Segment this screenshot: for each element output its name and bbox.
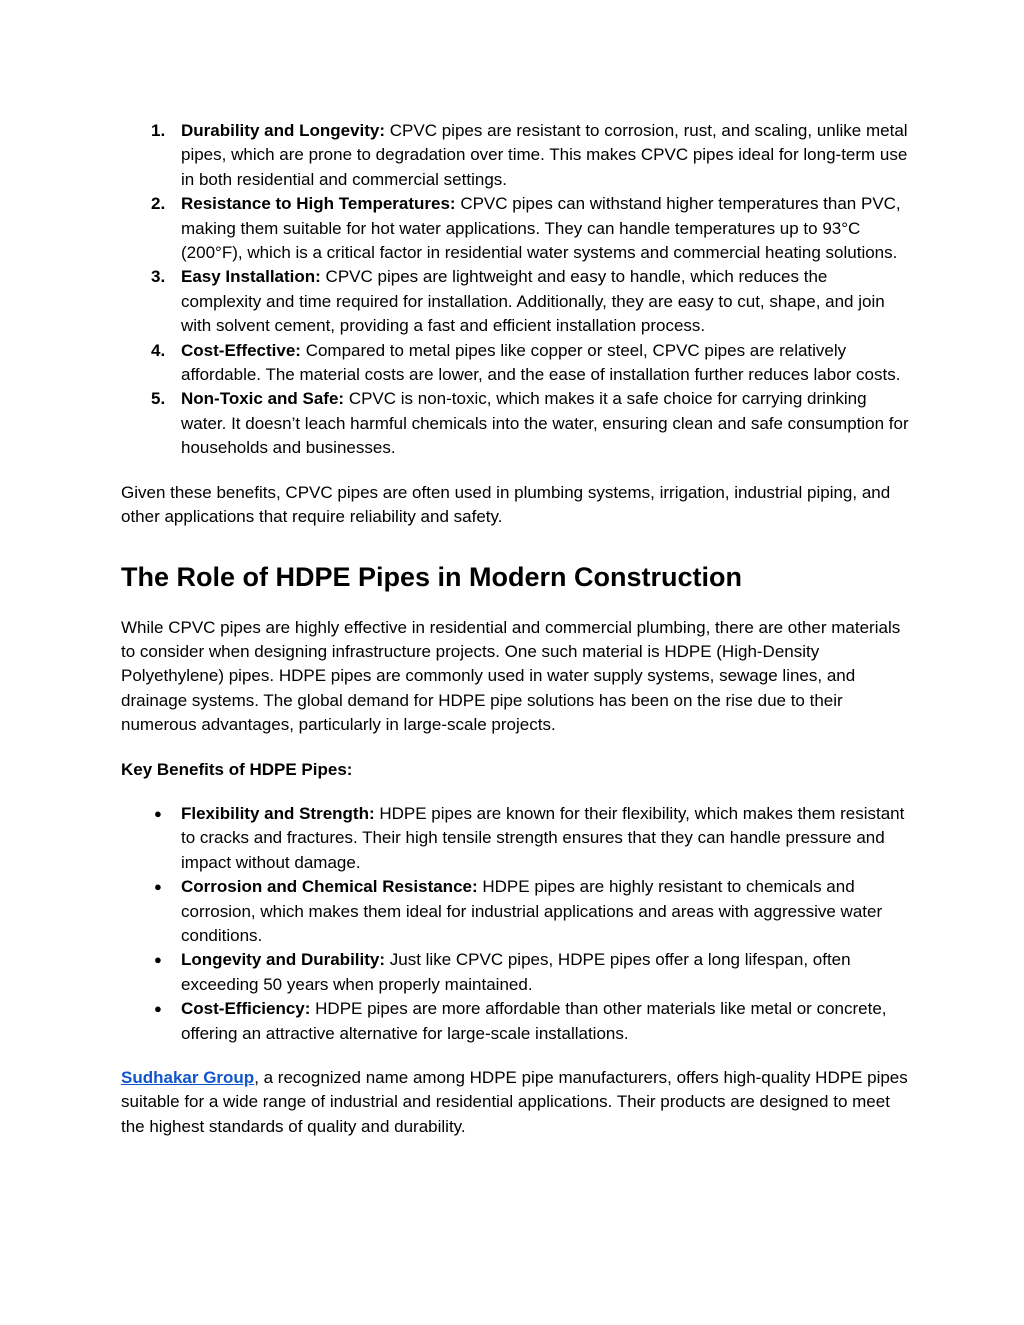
hdpe-benefits-subheading: Key Benefits of HDPE Pipes: [121, 759, 353, 779]
list-number: 1. [151, 121, 166, 140]
list-item-title: Durability and Longevity: [181, 121, 386, 140]
list-item-text: HDPE pipes are known for their flexibility, which makes them resistant to cracks and fractures. Their high tensile strength ensures that they can handle pressure and impact without damage. [181, 803, 905, 872]
bullet-icon: ● [154, 879, 162, 895]
bullet-icon: ● [154, 805, 162, 821]
list-item-title: Resistance to High Temperatures: [181, 194, 456, 214]
list-number: 2. [151, 194, 166, 214]
bullet-icon: ● [154, 1001, 162, 1017]
list-number: 3. [151, 267, 166, 287]
cpvc-summary-paragraph: Given these benefits, CPVC pipes are often used in plumbing systems, irrigation, industrial piping, and other applications that require reliability and safety. [121, 482, 891, 527]
list-item-text: HDPE pipes are more affordable than other materials like metal or concrete, offering an attractive alternative for large-scale installations. [181, 999, 887, 1043]
list-item [121, 119, 911, 192]
list-number: 5. [151, 389, 166, 409]
cpvc-benefits-list [121, 119, 911, 461]
list-item [121, 339, 911, 388]
list-item-text: CPVC pipes are resistant to corrosion, rust, and scaling, unlike metal pipes, which are prone to degradation over time. This makes CPVC pipes ideal for long-term use in both residential and commercial settings. [181, 121, 908, 189]
list-item-text: CPVC pipes can withstand higher temperatures than PVC, making them suitable for hot water applications. They can handle temperatures up to 93°C (200°F), which is a critical factor in residential water systems and commercial heating solutions. [181, 194, 901, 263]
list-item [121, 802, 911, 875]
document-page [121, 119, 911, 1139]
closing-paragraph [121, 1066, 911, 1139]
list-item-title: Corrosion and Chemical Resistance: [181, 877, 478, 897]
list-item [121, 265, 911, 338]
list-item [121, 387, 911, 460]
list-item-text: HDPE pipes are highly resistant to chemicals and corrosion, which makes them ideal for industrial applications and areas with aggressive water conditions. [181, 877, 883, 945]
list-item-title: Cost-Effective: [181, 340, 301, 360]
list-item-text: Just like CPVC pipes, HDPE pipes offer a long lifespan, often exceeding 50 years when properly maintained. [181, 950, 851, 994]
list-item [121, 997, 911, 1046]
list-item-title: Easy Installation: [181, 267, 321, 287]
sudhakar-group-link[interactable]: Sudhakar Group [121, 1068, 255, 1087]
list-item [121, 948, 911, 997]
list-item-text: CPVC is non-toxic, which makes it a safe choice for carrying drinking water. It doesn’t leach harmful chemicals into the water, ensuring clean and safe consumption for households and businesses. [181, 389, 909, 458]
closing-paragraph-text: , a recognized name among HDPE pipe manufacturers, offers high-quality HDPE pipes suitable for a wide range of industrial and residential applications. Their products are designed to meet the highest standards of quality and durability. [121, 1068, 908, 1136]
list-item [121, 192, 911, 265]
list-item-title: Longevity and Durability: [181, 950, 386, 970]
list-item-text: Compared to metal pipes like copper or steel, CPVC pipes are relatively affordable. The material costs are lower, and the ease of installation further reduces labor costs. [181, 340, 901, 385]
list-number: 4. [151, 340, 166, 360]
list-item-title: Cost-Efficiency: [181, 999, 311, 1019]
hdpe-intro-paragraph: While CPVC pipes are highly effective in residential and commercial plumbing, there are other materials to consider when designing infrastructure projects. One such material is HDPE (High-Density Polyethylene) pipes. HDPE pipes are commonly used in water supply systems, sewage lines, and drainage systems. The global demand for HDPE pipe solutions has been on the rise due to their numerous advantages, particularly in large-scale projects. [121, 617, 901, 735]
hdpe-benefits-list [121, 802, 911, 1046]
list-item-text: CPVC pipes are lightweight and easy to handle, which reduces the complexity and time required for installation. Additionally, they are easy to cut, shape, and join with solvent cement, providing a fast and efficient installation process. [181, 267, 885, 336]
bullet-icon: ● [154, 952, 162, 968]
list-item-title: Non-Toxic and Safe: [181, 389, 345, 409]
list-item [121, 875, 911, 948]
list-item-title: Flexibility and Strength: [181, 803, 375, 823]
section-heading: The Role of HDPE Pipes in Modern Construction [121, 561, 743, 592]
